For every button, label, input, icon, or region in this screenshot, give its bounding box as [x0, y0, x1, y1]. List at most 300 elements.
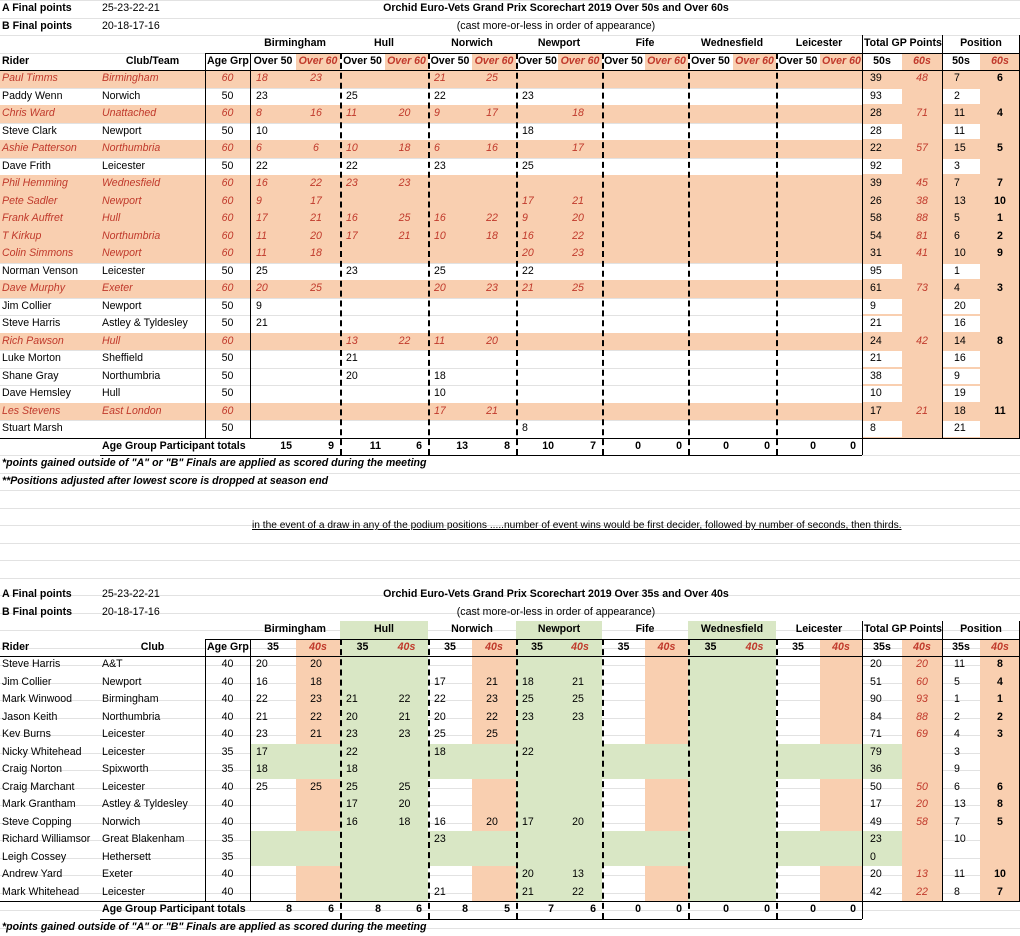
score-b: [733, 866, 772, 884]
rider-name: Steve Clark: [0, 123, 100, 141]
rider-name: Dave Hemsley: [0, 385, 100, 403]
score-b: [558, 831, 598, 849]
total-a: 90: [868, 691, 902, 709]
score-a: [254, 831, 296, 849]
position-b: [980, 315, 1020, 333]
club-name: Norwich: [100, 814, 205, 832]
club-name: Newport: [100, 674, 205, 692]
score-b: [472, 175, 512, 193]
score-b: 16: [296, 105, 336, 123]
sub-header-b: Over 60: [385, 53, 428, 71]
score-b: [820, 193, 858, 211]
column-divider: [205, 639, 206, 902]
score-b: [820, 709, 858, 727]
total-sub-a: 35s: [862, 639, 902, 657]
pos-sub-b: 60s: [980, 53, 1020, 71]
sub-header-a: 35: [250, 639, 296, 657]
score-a: 22: [254, 158, 296, 176]
age-group: 35: [205, 744, 250, 762]
club-name: Hethersett: [100, 849, 205, 867]
score-a: [692, 333, 733, 351]
score-a: 18: [520, 674, 558, 692]
club-name: Hull: [100, 210, 205, 228]
score-a: 20: [432, 280, 472, 298]
score-b: [733, 831, 772, 849]
position-b: 11: [980, 403, 1020, 421]
score-a: [606, 70, 645, 88]
score-a: 18: [432, 368, 472, 386]
score-b: [733, 884, 772, 902]
row-divider: [0, 578, 1020, 579]
rider-name: Norman Venson: [0, 263, 100, 281]
score-b: 6: [296, 140, 336, 158]
score-a: [692, 123, 733, 141]
dashed-divider: [340, 639, 342, 919]
score-a: [432, 298, 472, 316]
score-a: [344, 385, 385, 403]
position-a: 21: [952, 420, 980, 438]
score-b: [385, 123, 424, 141]
score-b: [296, 849, 336, 867]
score-b: 25: [558, 691, 598, 709]
total-count-b: 8: [472, 438, 512, 456]
score-a: 10: [254, 123, 296, 141]
score-b: 23: [472, 280, 512, 298]
position-b: [980, 368, 1020, 386]
score-a: [692, 674, 733, 692]
score-b: [645, 779, 684, 797]
dashed-divider: [688, 639, 690, 919]
position-a: 5: [952, 674, 980, 692]
score-b: [733, 849, 772, 867]
position-b: 5: [980, 140, 1020, 158]
score-a: [344, 298, 385, 316]
total-b: 88: [902, 709, 942, 727]
score-b: [645, 70, 684, 88]
row-divider: [0, 490, 1020, 491]
position-a: 1: [952, 263, 980, 281]
score-a: [606, 315, 645, 333]
total-a: 9: [868, 298, 902, 316]
venue-header: Norwich: [428, 35, 516, 53]
score-b: 17: [296, 193, 336, 211]
score-a: [780, 420, 820, 438]
score-a: [780, 866, 820, 884]
total-b: 38: [902, 193, 942, 211]
club-name: Astley & Tyldesley: [100, 796, 205, 814]
score-b: [296, 385, 336, 403]
score-b: [820, 315, 858, 333]
rider-header: Rider: [0, 639, 100, 657]
club-name: Leicester: [100, 158, 205, 176]
club-name: Leicester: [100, 884, 205, 902]
club-name: Northumbria: [100, 709, 205, 727]
score-a: [254, 420, 296, 438]
score-a: [780, 245, 820, 263]
club-name: [100, 420, 205, 438]
score-a: [780, 674, 820, 692]
score-a: [520, 656, 558, 674]
score-a: [780, 228, 820, 246]
score-a: [606, 779, 645, 797]
position-b: 2: [980, 228, 1020, 246]
sub-header-a: 35: [516, 639, 558, 657]
total-a: 39: [868, 70, 902, 88]
score-b: [645, 709, 684, 727]
score-a: [344, 866, 385, 884]
score-a: [606, 866, 645, 884]
score-b: [820, 350, 858, 368]
score-b: 13: [558, 866, 598, 884]
score-a: [692, 866, 733, 884]
score-b: [645, 691, 684, 709]
score-b: [385, 866, 424, 884]
total-b: 42: [902, 333, 942, 351]
footnote-2: **Positions adjusted after lowest score is dropped at season end: [0, 473, 862, 491]
score-a: 23: [254, 88, 296, 106]
total-a: 31: [868, 245, 902, 263]
sub-header-a: Over 50: [516, 53, 558, 71]
score-b: [733, 280, 772, 298]
position-b: [980, 158, 1020, 176]
age-group: 40: [205, 674, 250, 692]
rider-name: Stuart Marsh: [0, 420, 100, 438]
age-group: 50: [205, 350, 250, 368]
score-a: [606, 175, 645, 193]
score-a: [520, 333, 558, 351]
score-a: [606, 709, 645, 727]
score-b: [558, 403, 598, 421]
sub-header-a: 35: [428, 639, 472, 657]
position-b: [980, 831, 1020, 849]
position-b: 9: [980, 245, 1020, 263]
score-a: [606, 796, 645, 814]
score-b: 17: [472, 105, 512, 123]
score-b: [472, 779, 512, 797]
row-divider: [0, 508, 1020, 509]
score-a: 21: [520, 884, 558, 902]
total-points-header: Total GP Points: [862, 35, 942, 53]
total-count-b: 0: [820, 901, 858, 919]
score-b: [296, 814, 336, 832]
position-a: 1: [952, 691, 980, 709]
club-name: Great Blakenham: [100, 831, 205, 849]
rider-name: Shane Gray: [0, 368, 100, 386]
score-a: 11: [432, 333, 472, 351]
venue-header: Hull: [340, 35, 428, 53]
score-b: [820, 280, 858, 298]
score-b: [472, 744, 512, 762]
score-a: [520, 105, 558, 123]
score-b: [733, 315, 772, 333]
score-b: [472, 368, 512, 386]
position-a: 3: [952, 158, 980, 176]
score-b: [820, 726, 858, 744]
score-b: [296, 420, 336, 438]
age-group: 60: [205, 140, 250, 158]
position-a: 15: [952, 140, 980, 158]
score-a: [692, 315, 733, 333]
b-final-value: 20-18-17-16: [100, 604, 205, 622]
score-b: [645, 849, 684, 867]
age-group: 60: [205, 333, 250, 351]
age-group: 40: [205, 691, 250, 709]
score-b: [820, 140, 858, 158]
score-a: [432, 420, 472, 438]
score-a: 23: [520, 88, 558, 106]
column-divider: [862, 621, 863, 919]
score-a: [780, 350, 820, 368]
total-a: 95: [868, 263, 902, 281]
score-a: 20: [344, 709, 385, 727]
age-group: 50: [205, 123, 250, 141]
score-b: [558, 368, 598, 386]
total-a: 38: [868, 368, 902, 386]
total-b: [902, 744, 942, 762]
rider-name: Jim Collier: [0, 298, 100, 316]
club-name: Exeter: [100, 280, 205, 298]
score-a: [520, 726, 558, 744]
footnote-1: *points gained outside of "A" or "B" Finals are applied as scored during the meeting: [0, 455, 862, 473]
score-b: [645, 726, 684, 744]
score-a: [254, 849, 296, 867]
rider-name: Kev Burns: [0, 726, 100, 744]
total-a: 17: [868, 403, 902, 421]
score-a: [780, 280, 820, 298]
score-a: [606, 245, 645, 263]
score-b: [296, 350, 336, 368]
age-group: 50: [205, 315, 250, 333]
score-a: 18: [432, 744, 472, 762]
rider-name: Nicky Whitehead: [0, 744, 100, 762]
total-a: 58: [868, 210, 902, 228]
score-b: [558, 761, 598, 779]
score-a: [780, 140, 820, 158]
score-a: 25: [520, 691, 558, 709]
position-a: 18: [952, 403, 980, 421]
score-b: [296, 744, 336, 762]
score-a: [606, 123, 645, 141]
score-b: [733, 333, 772, 351]
age-group: 40: [205, 779, 250, 797]
position-b: [980, 849, 1020, 867]
score-b: [472, 263, 512, 281]
score-b: [820, 385, 858, 403]
score-b: [733, 228, 772, 246]
total-count-b: 6: [385, 438, 424, 456]
score-b: 17: [558, 140, 598, 158]
score-a: 18: [254, 761, 296, 779]
score-a: 8: [254, 105, 296, 123]
rider-name: Steve Harris: [0, 656, 100, 674]
score-a: 11: [254, 245, 296, 263]
score-b: 21: [385, 228, 424, 246]
score-b: 18: [385, 814, 424, 832]
score-a: 6: [254, 140, 296, 158]
pos-sub-b: 40s: [980, 639, 1020, 657]
score-a: [692, 368, 733, 386]
age-group: 35: [205, 831, 250, 849]
score-a: 23: [344, 263, 385, 281]
total-b: 81: [902, 228, 942, 246]
b-final-value: 20-18-17-16: [100, 18, 205, 36]
total-a: 21: [868, 350, 902, 368]
age-group: 60: [205, 70, 250, 88]
position-b: [980, 88, 1020, 106]
score-a: [344, 656, 385, 674]
score-b: [296, 333, 336, 351]
total-b: 88: [902, 210, 942, 228]
score-a: 16: [432, 814, 472, 832]
total-b: 73: [902, 280, 942, 298]
total-b: [902, 385, 942, 403]
score-b: [820, 849, 858, 867]
score-a: [344, 315, 385, 333]
total-b: [902, 849, 942, 867]
score-b: [296, 884, 336, 902]
score-b: 20: [296, 228, 336, 246]
score-a: 17: [344, 796, 385, 814]
score-a: [692, 350, 733, 368]
total-count-a: 8: [428, 901, 470, 919]
total-b: 58: [902, 814, 942, 832]
total-b: [902, 350, 942, 368]
sub-header-b: 40s: [558, 639, 602, 657]
score-a: [692, 263, 733, 281]
rider-name: Mark Grantham: [0, 796, 100, 814]
sub-header-a: 35: [602, 639, 645, 657]
club-name: Northumbria: [100, 140, 205, 158]
total-a: 42: [868, 884, 902, 902]
age-group: 50: [205, 420, 250, 438]
score-b: [472, 884, 512, 902]
score-b: [472, 761, 512, 779]
position-a: 7: [952, 814, 980, 832]
rider-name: Craig Marchant: [0, 779, 100, 797]
score-b: [558, 726, 598, 744]
score-a: 17: [520, 814, 558, 832]
age-group: 40: [205, 866, 250, 884]
score-a: [254, 385, 296, 403]
score-a: 23: [432, 831, 472, 849]
sub-header-a: 35: [688, 639, 733, 657]
score-b: [385, 368, 424, 386]
sub-header-b: Over 60: [296, 53, 340, 71]
score-b: [645, 105, 684, 123]
score-a: [344, 420, 385, 438]
position-a: 6: [952, 779, 980, 797]
total-b: [902, 88, 942, 106]
score-b: [385, 744, 424, 762]
score-a: [780, 70, 820, 88]
score-b: 22: [558, 884, 598, 902]
age-group: 35: [205, 849, 250, 867]
column-divider: [250, 53, 251, 438]
score-b: [645, 333, 684, 351]
score-b: 21: [472, 674, 512, 692]
score-a: [692, 849, 733, 867]
total-count-a: 0: [688, 901, 731, 919]
score-a: 20: [254, 656, 296, 674]
age-group: 50: [205, 158, 250, 176]
score-b: [385, 70, 424, 88]
score-b: 20: [472, 814, 512, 832]
score-a: 6: [432, 140, 472, 158]
rider-name: Colin Simmons: [0, 245, 100, 263]
score-a: 9: [432, 105, 472, 123]
table-title: Orchid Euro-Vets Grand Prix Scorechart 2019 Over 35s and Over 40s: [250, 586, 862, 604]
score-b: 22: [472, 210, 512, 228]
score-b: [733, 245, 772, 263]
score-b: 18: [385, 140, 424, 158]
score-a: [606, 298, 645, 316]
score-a: [520, 70, 558, 88]
score-a: [692, 140, 733, 158]
total-count-a: 8: [250, 901, 294, 919]
score-a: [606, 158, 645, 176]
total-a: 50: [868, 779, 902, 797]
rider-name: Steve Harris: [0, 315, 100, 333]
score-b: [645, 245, 684, 263]
sub-header-a: 35: [340, 639, 385, 657]
score-a: [520, 315, 558, 333]
position-a: 10: [952, 831, 980, 849]
score-a: 22: [254, 691, 296, 709]
total-a: 24: [868, 333, 902, 351]
rider-name: Andrew Yard: [0, 866, 100, 884]
total-b: 71: [902, 105, 942, 123]
score-b: [558, 656, 598, 674]
rider-name: Rich Pawson: [0, 333, 100, 351]
position-a: 20: [952, 298, 980, 316]
score-a: 17: [254, 210, 296, 228]
club-name: Leicester: [100, 744, 205, 762]
score-a: 18: [254, 70, 296, 88]
score-b: [472, 88, 512, 106]
score-b: 16: [472, 140, 512, 158]
score-a: [606, 831, 645, 849]
rider-name: Chris Ward: [0, 105, 100, 123]
age-group: 60: [205, 228, 250, 246]
score-b: [472, 866, 512, 884]
total-a: 20: [868, 656, 902, 674]
score-a: [520, 140, 558, 158]
score-b: [385, 263, 424, 281]
row-divider: [0, 560, 1020, 561]
total-count-b: 0: [820, 438, 858, 456]
club-name: Leicester: [100, 263, 205, 281]
row-divider: [205, 639, 1020, 640]
score-a: 22: [520, 744, 558, 762]
total-b: 41: [902, 245, 942, 263]
score-a: [692, 88, 733, 106]
score-b: [645, 228, 684, 246]
score-b: [733, 674, 772, 692]
score-b: [645, 368, 684, 386]
score-b: 23: [296, 70, 336, 88]
score-b: [820, 420, 858, 438]
score-a: [692, 691, 733, 709]
score-a: 16: [254, 175, 296, 193]
score-b: [558, 315, 598, 333]
position-b: [980, 123, 1020, 141]
score-a: 9: [520, 210, 558, 228]
score-b: [645, 744, 684, 762]
score-b: 22: [558, 228, 598, 246]
position-a: 2: [952, 709, 980, 727]
score-b: [385, 350, 424, 368]
score-b: [558, 123, 598, 141]
